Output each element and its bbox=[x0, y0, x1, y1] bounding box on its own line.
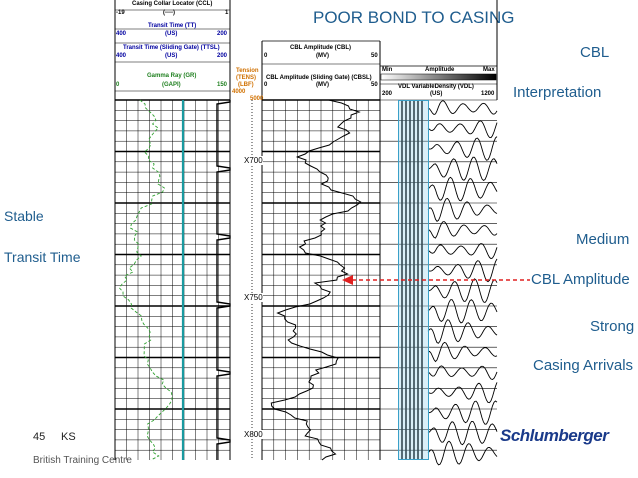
vdl-waveform bbox=[428, 177, 497, 201]
cbsl-min: 0 bbox=[264, 82, 268, 88]
vdl-max: 1200 bbox=[481, 91, 495, 97]
tt-max: 200 bbox=[217, 31, 228, 37]
label-strong: Strong bbox=[590, 318, 635, 335]
cbsl-title: CBL Amplitude (Sliding Gate) (CBSL) bbox=[266, 75, 372, 81]
vdl-waveform bbox=[428, 342, 497, 361]
tt-min: 400 bbox=[116, 31, 127, 37]
vdl-waveform bbox=[428, 401, 497, 424]
vdl-waveform bbox=[428, 121, 497, 138]
cbsl-unit: (MV) bbox=[316, 82, 329, 88]
vdl-waveform bbox=[428, 244, 497, 259]
vdl-waveform bbox=[428, 421, 497, 444]
tt-unit: (US) bbox=[165, 31, 178, 37]
vdl-waveform bbox=[428, 320, 497, 343]
cbsl-max: 50 bbox=[371, 82, 378, 88]
ttsl-max: 200 bbox=[217, 53, 228, 59]
vdl-min: 200 bbox=[382, 91, 393, 97]
gamma-ray-curve bbox=[120, 100, 173, 460]
org-name: British Training Centre bbox=[33, 455, 132, 466]
vdl-waveform bbox=[428, 382, 497, 402]
ccl-curve bbox=[217, 100, 230, 460]
depth-label-x700: X700 bbox=[244, 156, 263, 165]
author-initials: KS bbox=[61, 431, 76, 443]
cbl-max: 50 bbox=[371, 53, 378, 59]
vdl-unit: (US) bbox=[430, 91, 443, 97]
ttsl-title: Transit Time (Sliding Gate) (TTSL) bbox=[123, 45, 220, 51]
gr-unit: (GAPI) bbox=[162, 82, 181, 88]
vdl-title: VDL VariableDensity (VDL) bbox=[398, 84, 474, 90]
cbl-title: CBL Amplitude (CBL) bbox=[290, 45, 351, 51]
ccl-min: -19 bbox=[116, 10, 125, 16]
depth-label-x800: X800 bbox=[244, 430, 263, 439]
vdl-waveform bbox=[428, 198, 497, 221]
ttsl-unit: (US) bbox=[165, 53, 178, 59]
cbl-unit: (MV) bbox=[316, 53, 329, 59]
ccl-title: Casing Collar Locator (CCL) bbox=[132, 1, 213, 7]
ttsl-min: 400 bbox=[116, 53, 127, 59]
tens-max: 5000 bbox=[250, 96, 264, 102]
vdl-waveform bbox=[428, 101, 497, 115]
vdl-waveform bbox=[428, 137, 497, 161]
vdl-amp-min: Min bbox=[382, 67, 393, 73]
label-medium: Medium bbox=[576, 231, 630, 248]
cbl-amplitude-arrow bbox=[340, 272, 532, 288]
gr-title: Gamma Ray (GR) bbox=[147, 73, 197, 79]
label-transit-time: Transit Time bbox=[4, 249, 81, 265]
tens-unit: (LBF) bbox=[238, 82, 254, 88]
vdl-amp-title: Amplitude bbox=[425, 67, 455, 73]
ccl-max: 1 bbox=[225, 10, 229, 16]
gr-max: 150 bbox=[217, 82, 228, 88]
depth-label-x750: X750 bbox=[244, 293, 263, 302]
label-stable: Stable bbox=[4, 208, 44, 224]
schlumberger-logo: Schlumberger bbox=[500, 426, 609, 445]
tens-min: 4000 bbox=[232, 89, 246, 95]
vdl-waveform bbox=[428, 300, 497, 323]
label-interpretation: Interpretation bbox=[513, 84, 602, 101]
tens-title: Tension bbox=[236, 68, 259, 74]
vdl-waveform bbox=[428, 157, 497, 180]
gr-min: 0 bbox=[116, 82, 120, 88]
tt-title: Transit Time (TT) bbox=[148, 23, 197, 29]
ccl-unit: (----) bbox=[163, 10, 175, 16]
vdl-amp-max: Max bbox=[483, 67, 495, 73]
label-cbl: CBL bbox=[580, 44, 610, 61]
slide-title: POOR BOND TO CASING bbox=[313, 8, 515, 27]
tens-abbr: (TENS) bbox=[236, 75, 256, 81]
page-number: 45 bbox=[33, 431, 46, 443]
label-cbl-amplitude: CBL Amplitude bbox=[531, 271, 630, 288]
vdl-waveform bbox=[428, 222, 497, 238]
label-casing-arrivals: Casing Arrivals bbox=[533, 357, 634, 374]
cbl-min: 0 bbox=[264, 53, 268, 59]
